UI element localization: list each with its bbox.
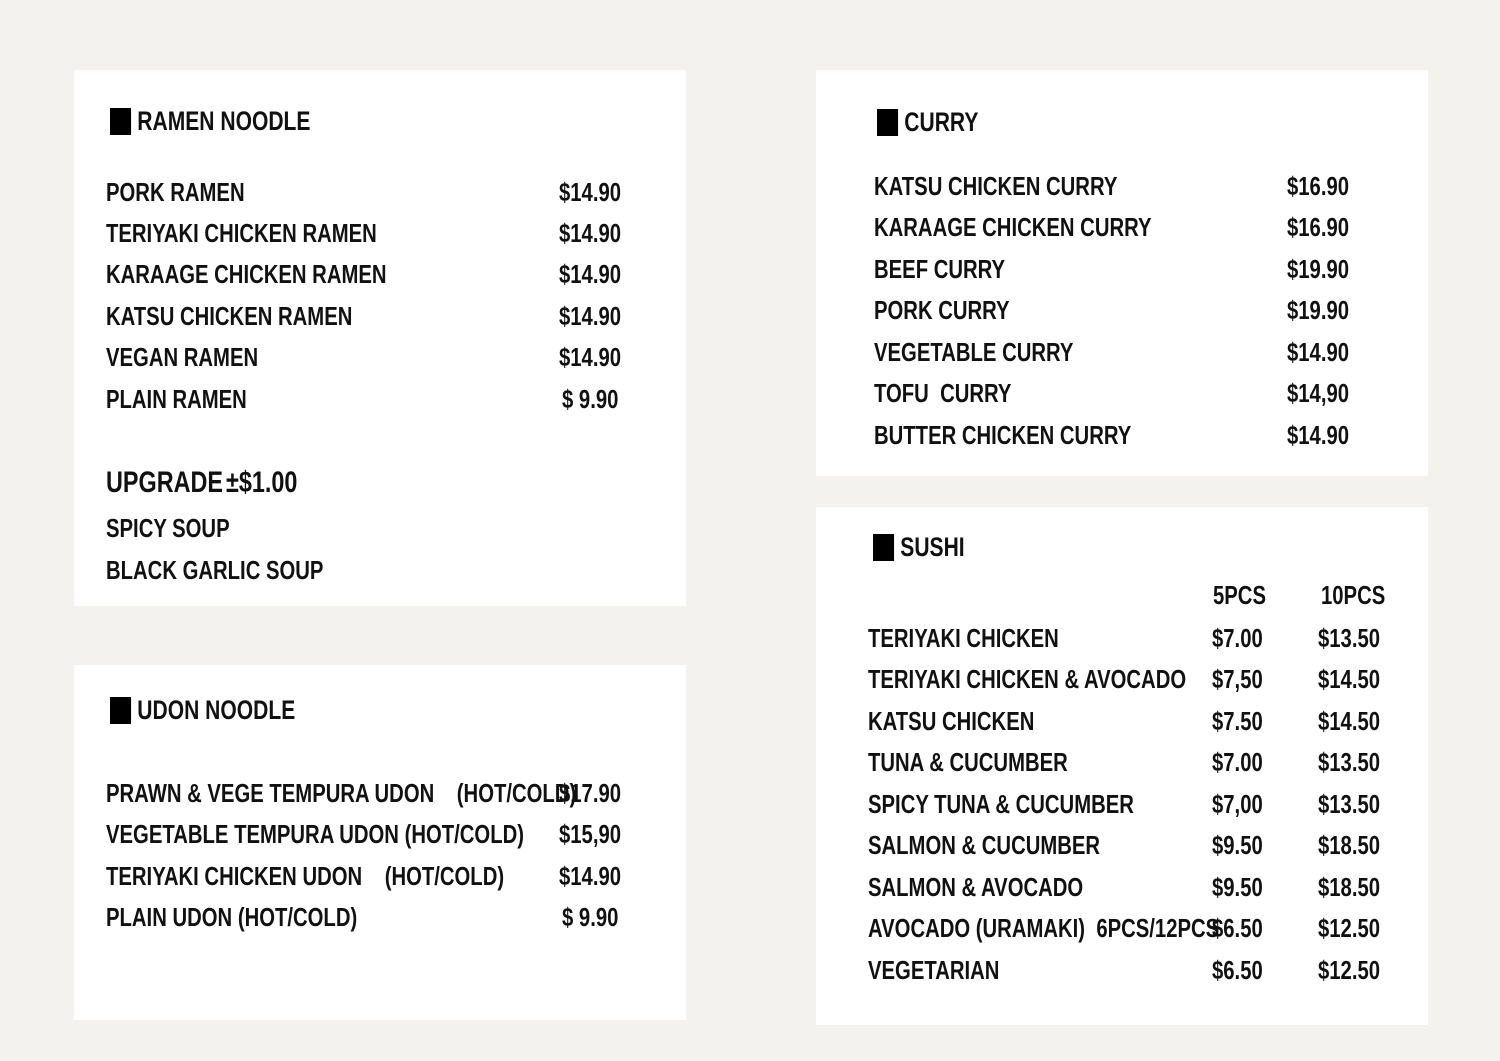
item-price: $14.90 xyxy=(1287,337,1350,367)
item-price: $14.90 xyxy=(559,218,622,248)
menu-item xyxy=(868,745,1408,779)
sushi-section xyxy=(816,507,1428,1025)
item-price-5pcs: $6.50 xyxy=(1212,913,1263,943)
item-price-10pcs: $13.50 xyxy=(1318,623,1381,653)
menu-item xyxy=(868,621,1408,655)
menu-item xyxy=(106,859,666,893)
item-name: PORK CURRY xyxy=(874,295,1010,325)
item-price-10pcs: $13.50 xyxy=(1318,747,1381,777)
menu-item xyxy=(868,911,1408,945)
item-price-10pcs: $13.50 xyxy=(1318,789,1381,819)
item-name: KATSU CHICKEN xyxy=(868,706,1035,736)
item-price: $14.90 xyxy=(559,259,622,289)
item-price-10pcs: $18.50 xyxy=(1318,830,1381,860)
item-name: SALMON & AVOCADO xyxy=(868,872,1084,902)
item-price-10pcs: $14.50 xyxy=(1318,706,1381,736)
item-price: $ 9.90 xyxy=(562,902,619,932)
menu-item xyxy=(868,953,1408,987)
menu-item xyxy=(874,252,1394,286)
section-title: SUSHI xyxy=(900,532,965,562)
item-name: VEGETABLE CURRY xyxy=(874,337,1074,367)
menu-item xyxy=(106,900,666,934)
item-name: KATSU CHICKEN RAMEN xyxy=(106,301,353,331)
item-name: BEEF CURRY xyxy=(874,254,1006,284)
item-price: $15,90 xyxy=(559,819,622,849)
column-header-5pcs xyxy=(1213,578,1281,612)
item-price: $14.90 xyxy=(559,301,622,331)
item-price: $16.90 xyxy=(1287,171,1350,201)
item-name: VEGETABLE TEMPURA UDON (HOT/COLD) xyxy=(106,819,524,849)
curry-heading xyxy=(877,107,978,138)
menu-item xyxy=(868,787,1408,821)
menu-item xyxy=(106,817,666,851)
menu-item xyxy=(868,828,1408,862)
item-name: SPICY TUNA & CUCUMBER xyxy=(868,789,1134,819)
item-name: PORK RAMEN xyxy=(106,177,245,207)
item-price: $19.90 xyxy=(1287,254,1350,284)
section-title: RAMEN NOODLE xyxy=(137,106,311,136)
item-name: AVOCADO (URAMAKI) 6PCS/12PCS xyxy=(868,913,1220,943)
upgrade-option-name: BLACK GARLIC SOUP xyxy=(106,555,324,585)
item-price-5pcs: $7.00 xyxy=(1212,623,1263,653)
column-header-label: 10PCS xyxy=(1321,580,1386,610)
menu-item xyxy=(106,175,666,209)
item-name: TERIYAKI CHICKEN xyxy=(868,623,1059,653)
menu-item xyxy=(106,299,666,333)
ramen-section xyxy=(74,70,686,606)
item-name: KARAAGE CHICKEN RAMEN xyxy=(106,259,387,289)
upgrade-option xyxy=(106,553,506,587)
square-bullet-icon xyxy=(110,697,131,724)
item-name: KATSU CHICKEN CURRY xyxy=(874,171,1118,201)
curry-section xyxy=(816,70,1428,476)
menu-item xyxy=(106,257,666,291)
menu-item xyxy=(868,704,1408,738)
sushi-heading xyxy=(873,532,965,563)
item-price: $14.90 xyxy=(559,177,622,207)
upgrade-option xyxy=(106,511,506,545)
upgrade-price: ±$1.00 xyxy=(226,466,298,499)
item-price-5pcs: $9.50 xyxy=(1212,872,1263,902)
item-price-10pcs: $12.50 xyxy=(1318,913,1381,943)
item-name: SALMON & CUCUMBER xyxy=(868,830,1101,860)
menu-item xyxy=(874,210,1394,244)
square-bullet-icon xyxy=(110,108,131,135)
menu-item xyxy=(106,340,666,374)
item-price-5pcs: $9.50 xyxy=(1212,830,1263,860)
section-title: UDON NOODLE xyxy=(137,695,296,725)
upgrade-option-name: SPICY SOUP xyxy=(106,513,230,543)
menu-item xyxy=(106,216,666,250)
item-price: $14.90 xyxy=(559,342,622,372)
item-price: $17.90 xyxy=(559,778,622,808)
column-header-10pcs xyxy=(1321,578,1403,612)
item-price-5pcs: $7,00 xyxy=(1212,789,1263,819)
item-price-10pcs: $18.50 xyxy=(1318,872,1381,902)
item-price-10pcs: $12.50 xyxy=(1318,955,1381,985)
item-price: $16.90 xyxy=(1287,212,1350,242)
item-price: $19.90 xyxy=(1287,295,1350,325)
item-price: $14,90 xyxy=(1287,378,1350,408)
item-price-5pcs: $6.50 xyxy=(1212,955,1263,985)
udon-heading xyxy=(110,695,295,726)
item-price-5pcs: $7,50 xyxy=(1212,664,1263,694)
item-name: KARAAGE CHICKEN CURRY xyxy=(874,212,1152,242)
item-price-10pcs: $14.50 xyxy=(1318,664,1381,694)
square-bullet-icon xyxy=(873,534,894,561)
menu-item xyxy=(868,870,1408,904)
item-name: TOFU CURRY xyxy=(874,378,1012,408)
item-name: PRAWN & VEGE TEMPURA UDON (HOT/COLD) xyxy=(106,778,577,808)
menu-item xyxy=(874,376,1394,410)
upgrade-label: UPGRADE xyxy=(106,466,224,499)
item-price: $14.90 xyxy=(1287,420,1350,450)
item-price: $ 9.90 xyxy=(562,384,619,414)
item-name: BUTTER CHICKEN CURRY xyxy=(874,420,1132,450)
item-name: TERIYAKI CHICKEN & AVOCADO xyxy=(868,664,1187,694)
menu-item xyxy=(874,293,1394,327)
item-name: TERIYAKI CHICKEN RAMEN xyxy=(106,218,377,248)
menu-item xyxy=(868,662,1408,696)
item-name: PLAIN RAMEN xyxy=(106,384,247,414)
menu-item xyxy=(106,382,666,416)
menu-item xyxy=(874,169,1394,203)
ramen-heading xyxy=(110,106,310,137)
item-name: PLAIN UDON (HOT/COLD) xyxy=(106,902,358,932)
item-name: TERIYAKI CHICKEN UDON (HOT/COLD) xyxy=(106,861,505,891)
item-name: VEGAN RAMEN xyxy=(106,342,259,372)
menu-item xyxy=(874,335,1394,369)
item-price: $14.90 xyxy=(559,861,622,891)
item-name: TUNA & CUCUMBER xyxy=(868,747,1068,777)
column-header-label: 5PCS xyxy=(1213,580,1266,610)
menu-item xyxy=(106,776,666,810)
item-price-5pcs: $7.50 xyxy=(1212,706,1263,736)
section-title: CURRY xyxy=(904,107,979,137)
item-price-5pcs: $7.00 xyxy=(1212,747,1263,777)
square-bullet-icon xyxy=(877,109,898,136)
item-name: VEGETARIAN xyxy=(868,955,1000,985)
menu-item xyxy=(874,418,1394,452)
udon-section xyxy=(74,665,686,1020)
